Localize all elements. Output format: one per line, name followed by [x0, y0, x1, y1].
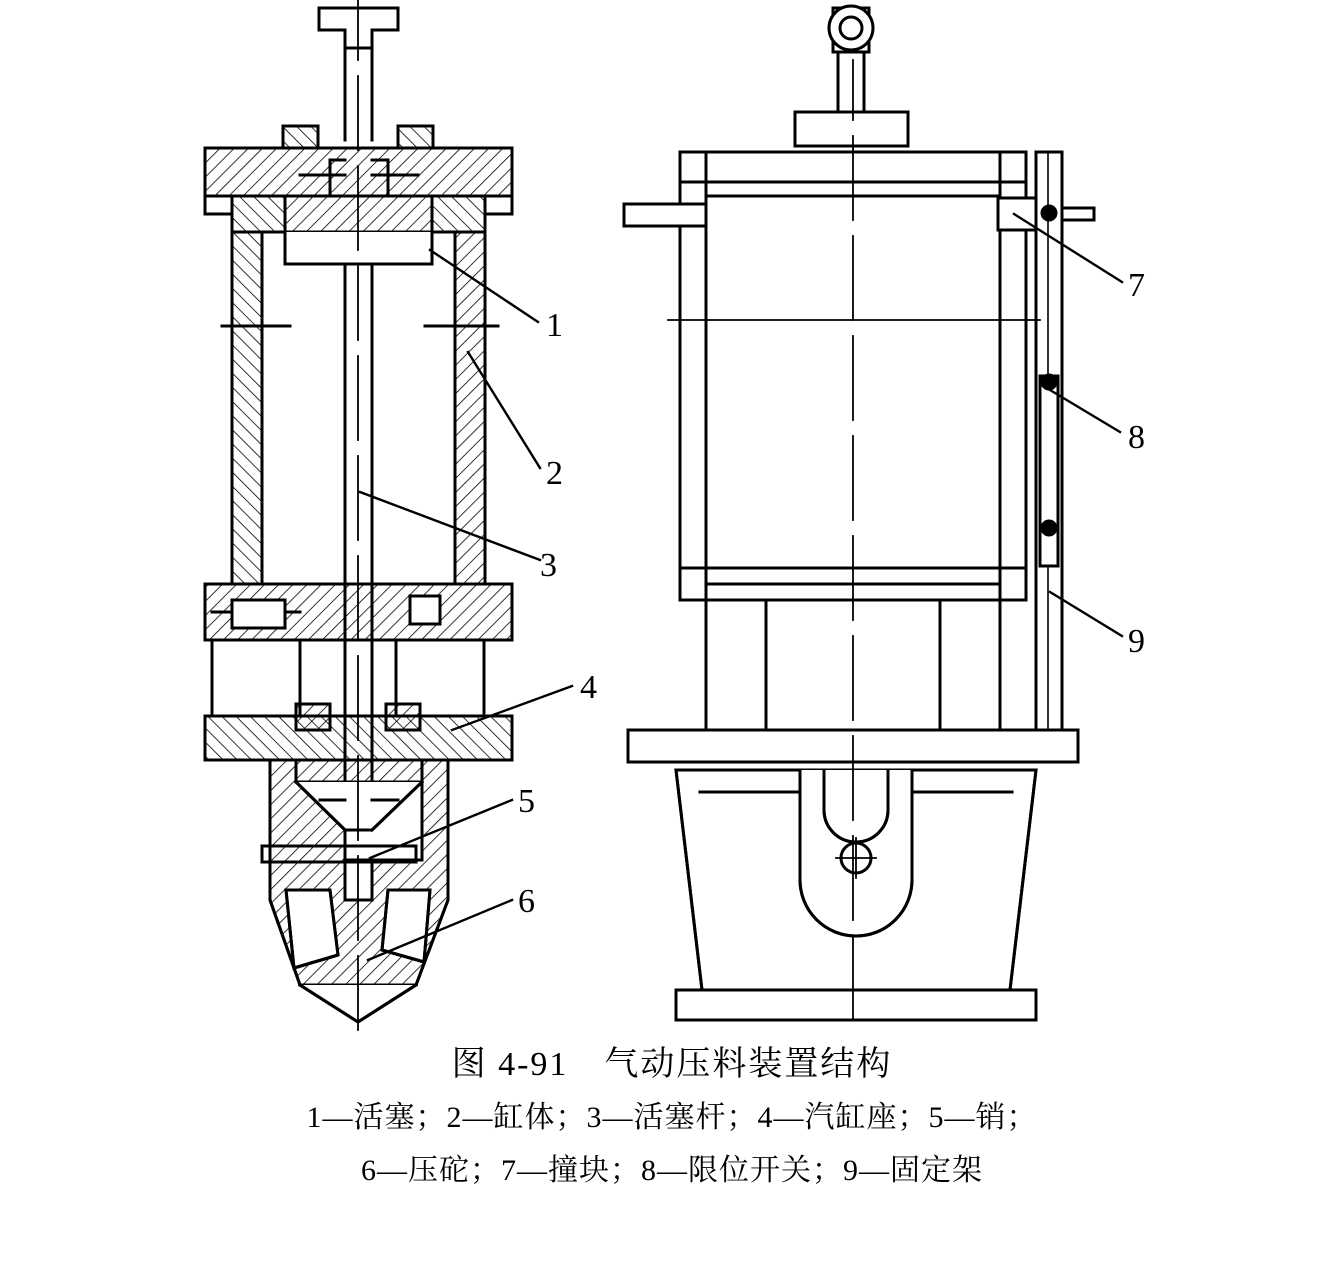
left-sectional-view	[205, 0, 512, 1030]
callout-1: 1	[546, 307, 563, 344]
callout-3: 3	[540, 547, 557, 584]
right-elevation-view	[624, 6, 1094, 1020]
figure-caption	[0, 1040, 1344, 1194]
figure-legend-line-2: 6—压砣；7—撞块；8—限位开关；9—固定架	[361, 1153, 983, 1187]
callout-2: 2	[546, 455, 563, 492]
figure-legend-line-1: 1—活塞；2—缸体；3—活塞杆；4—汽缸座；5—销；	[306, 1101, 1038, 1135]
callout-5: 5	[518, 783, 535, 820]
callout-4: 4	[580, 669, 597, 706]
callout-6: 6	[518, 883, 535, 920]
callout-9: 9	[1128, 623, 1145, 660]
callout-8: 8	[1128, 419, 1145, 456]
figure-title: 图 4-91 气动压料装置结构	[451, 1046, 893, 1083]
callout-7: 7	[1128, 267, 1145, 304]
